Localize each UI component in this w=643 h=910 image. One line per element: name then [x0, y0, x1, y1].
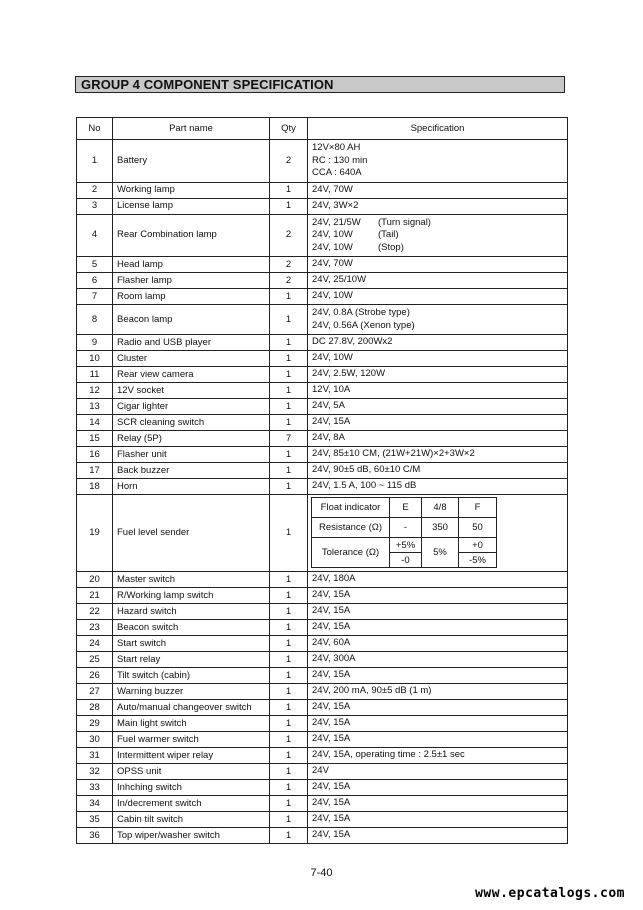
part-name: In/decrement switch [113, 796, 270, 812]
spec-line: 24V, 15A [312, 717, 351, 729]
quantity: 1 [270, 198, 308, 214]
quantity: 1 [270, 796, 308, 812]
part-name: Inhching switch [113, 780, 270, 796]
row-number: 6 [77, 273, 113, 289]
part-name: Main light switch [113, 716, 270, 732]
part-name: Intermittent wiper relay [113, 748, 270, 764]
specification [308, 684, 568, 700]
specification [308, 140, 568, 183]
part-name: Top wiper/washer switch [113, 828, 270, 844]
specification [308, 351, 568, 367]
quantity: 1 [270, 572, 308, 588]
spec-line: DC 27.8V, 200Wx2 [312, 336, 393, 348]
part-name: Hazard switch [113, 604, 270, 620]
specification [308, 668, 568, 684]
table-row [77, 748, 568, 764]
spec-line: 24V, 5A [312, 400, 345, 412]
specification [308, 479, 568, 495]
spec-line: 12V×80 AH [312, 142, 361, 153]
quantity: 1 [270, 588, 308, 604]
table-row [77, 588, 568, 604]
spec-line: 24V, 15A [312, 605, 351, 617]
float-header-mid: 4/8 [422, 498, 459, 518]
spec-line: 24V, 10W [312, 352, 353, 364]
part-name: Fuel warmer switch [113, 732, 270, 748]
specification [308, 764, 568, 780]
row-number: 26 [77, 668, 113, 684]
specification [308, 447, 568, 463]
spec-value: 24V, 10W [312, 241, 353, 253]
quantity: 1 [270, 447, 308, 463]
part-name: Battery [113, 140, 270, 183]
specification [308, 431, 568, 447]
row-number: 1 [77, 140, 113, 183]
row-number: 30 [77, 732, 113, 748]
row-number: 10 [77, 351, 113, 367]
quantity: 1 [270, 479, 308, 495]
spec-line [312, 242, 563, 255]
row-number: 11 [77, 367, 113, 383]
quantity: 1 [270, 305, 308, 335]
spec-line: 24V, 15A [312, 416, 351, 428]
resistance-f: 50 [459, 518, 497, 538]
row-number: 20 [77, 572, 113, 588]
tolerance-f-plus: +0 [459, 538, 497, 553]
part-name: Cluster [113, 351, 270, 367]
spec-line: 24V, 25/10W [312, 274, 367, 286]
table-row [77, 668, 568, 684]
specification [308, 700, 568, 716]
part-name: Start switch [113, 636, 270, 652]
spec-line: 24V, 85±10 CM, (21W+21W)×2+3W×2 [312, 448, 475, 460]
specification [308, 383, 568, 399]
part-name: Rear view camera [113, 367, 270, 383]
specification [308, 620, 568, 636]
row-number: 35 [77, 812, 113, 828]
table-row [77, 716, 568, 732]
table-row [77, 636, 568, 652]
quantity: 1 [270, 415, 308, 431]
table-header-row [77, 118, 568, 140]
resistance-label: Resistance (Ω) [312, 518, 390, 538]
spec-line: 24V, 200 mA, 90±5 dB (1 m) [312, 685, 432, 697]
row-number: 16 [77, 447, 113, 463]
table-row [77, 415, 568, 431]
quantity: 1 [270, 383, 308, 399]
row-number: 22 [77, 604, 113, 620]
part-name: Relay (5P) [113, 431, 270, 447]
part-name: Rear Combination lamp [113, 214, 270, 257]
quantity: 1 [270, 604, 308, 620]
quantity: 1 [270, 182, 308, 198]
specification [308, 273, 568, 289]
quantity: 2 [270, 257, 308, 273]
table-row [77, 214, 568, 257]
part-name: Horn [113, 479, 270, 495]
tolerance-label: Tolerance (Ω) [312, 538, 390, 568]
specification [308, 652, 568, 668]
specification [308, 604, 568, 620]
row-number: 17 [77, 463, 113, 479]
specification [308, 335, 568, 351]
table-row [77, 732, 568, 748]
table-row [77, 305, 568, 335]
row-number: 19 [77, 495, 113, 572]
row-number: 12 [77, 383, 113, 399]
part-name: Cabin tilt switch [113, 812, 270, 828]
quantity: 1 [270, 463, 308, 479]
tolerance-f-minus: -5% [459, 553, 497, 568]
part-name: Beacon switch [113, 620, 270, 636]
specification [308, 289, 568, 305]
specification [308, 198, 568, 214]
spec-line: 24V, 15A, operating time : 2.5±1 sec [312, 749, 465, 761]
spec-line: 24V, 15A [312, 589, 351, 601]
part-name: Master switch [113, 572, 270, 588]
table-row [77, 289, 568, 305]
table-row [77, 620, 568, 636]
component-spec-table [76, 117, 568, 844]
specification [308, 636, 568, 652]
specification [308, 812, 568, 828]
spec-line: 24V [312, 765, 329, 777]
table-row [77, 399, 568, 415]
table-row [77, 351, 568, 367]
row-number: 13 [77, 399, 113, 415]
table-row [77, 764, 568, 780]
page-number: 7-40 [310, 867, 333, 879]
row-number: 33 [77, 780, 113, 796]
specification [308, 796, 568, 812]
spec-line: 24V, 300A [312, 653, 356, 665]
row-number: 32 [77, 764, 113, 780]
resistance-e: - [390, 518, 422, 538]
spec-line [312, 229, 563, 242]
specification [308, 214, 568, 257]
spec-line: 24V, 70W [312, 183, 353, 195]
tolerance-e-minus: -0 [390, 553, 422, 568]
part-name: License lamp [113, 198, 270, 214]
quantity: 7 [270, 431, 308, 447]
spec-line: 24V, 8A [312, 432, 345, 444]
specification [308, 572, 568, 588]
table-row [77, 604, 568, 620]
spec-line: 24V, 70W [312, 258, 353, 270]
quantity: 1 [270, 495, 308, 572]
quantity: 1 [270, 732, 308, 748]
table-row [77, 463, 568, 479]
part-name: Head lamp [113, 257, 270, 273]
quantity: 1 [270, 351, 308, 367]
column-header-part-name: Part name [113, 118, 270, 140]
part-name: Warning buzzer [113, 684, 270, 700]
quantity: 1 [270, 636, 308, 652]
spec-line: 24V, 15A [312, 621, 351, 633]
part-name: Flasher unit [113, 447, 270, 463]
specification [308, 257, 568, 273]
column-header-qty: Qty [270, 118, 308, 140]
specification [308, 780, 568, 796]
table-row [77, 273, 568, 289]
spec-line: 24V, 90±5 dB, 60±10 C/M [312, 464, 421, 476]
quantity: 2 [270, 273, 308, 289]
specification [308, 305, 568, 335]
quantity: 1 [270, 780, 308, 796]
table-row [77, 431, 568, 447]
specification [308, 399, 568, 415]
row-number: 14 [77, 415, 113, 431]
section-title: GROUP 4 COMPONENT SPECIFICATION [75, 76, 565, 93]
table-row [77, 796, 568, 812]
row-number: 8 [77, 305, 113, 335]
quantity: 2 [270, 140, 308, 183]
spec-line: 24V, 3W×2 [312, 199, 359, 211]
row-number: 36 [77, 828, 113, 844]
part-name: Auto/manual changeover switch [113, 700, 270, 716]
row-number: 21 [77, 588, 113, 604]
row-number: 34 [77, 796, 113, 812]
spec-line: 24V, 0.56A (Xenon type) [312, 319, 415, 331]
part-name: Radio and USB player [113, 335, 270, 351]
spec-line: 12V, 10A [312, 384, 351, 396]
row-number: 18 [77, 479, 113, 495]
float-indicator-table [311, 497, 497, 568]
part-name: R/Working lamp switch [113, 588, 270, 604]
part-name: Beacon lamp [113, 305, 270, 335]
table-row [77, 335, 568, 351]
specification [308, 716, 568, 732]
quantity: 1 [270, 828, 308, 844]
table-row [77, 182, 568, 198]
resistance-mid: 350 [422, 518, 459, 538]
quantity: 1 [270, 367, 308, 383]
spec-line [312, 217, 563, 230]
table-row [77, 828, 568, 844]
part-name: Room lamp [113, 289, 270, 305]
specification [308, 732, 568, 748]
quantity: 2 [270, 214, 308, 257]
spec-line: CCA : 640A [312, 167, 362, 178]
spec-note: (Tail) [378, 229, 399, 240]
spec-line: 24V, 15A [312, 733, 351, 745]
float-header-f: F [459, 498, 497, 518]
row-number: 31 [77, 748, 113, 764]
table-row [77, 447, 568, 463]
row-number: 23 [77, 620, 113, 636]
specification [308, 588, 568, 604]
quantity: 1 [270, 335, 308, 351]
spec-line: 24V, 2.5W, 120W [312, 368, 386, 380]
quantity: 1 [270, 684, 308, 700]
table-row [77, 257, 568, 273]
table-row [77, 479, 568, 495]
table-row [77, 684, 568, 700]
quantity: 1 [270, 399, 308, 415]
specification [308, 367, 568, 383]
part-name: Cigar lighter [113, 399, 270, 415]
specification [308, 415, 568, 431]
spec-line: 24V, 0.8A (Strobe type) [312, 307, 410, 318]
row-number: 24 [77, 636, 113, 652]
row-number: 15 [77, 431, 113, 447]
spec-note: (Stop) [378, 241, 404, 253]
row-number: 28 [77, 700, 113, 716]
part-name: Flasher lamp [113, 273, 270, 289]
float-header-label: Float indicator [312, 498, 390, 518]
spec-line: 24V, 10W [312, 290, 353, 302]
row-number: 25 [77, 652, 113, 668]
row-number: 4 [77, 214, 113, 257]
table-row [77, 495, 568, 572]
spec-line: 24V, 15A [312, 797, 351, 809]
table-row [77, 367, 568, 383]
table-row [77, 572, 568, 588]
spec-line: 24V, 15A [312, 829, 351, 841]
specification [308, 495, 568, 572]
row-number: 27 [77, 684, 113, 700]
part-name: Fuel level sender [113, 495, 270, 572]
quantity: 1 [270, 748, 308, 764]
spec-line: 24V, 1.5 A, 100 ~ 115 dB [312, 480, 417, 492]
row-number: 7 [77, 289, 113, 305]
quantity: 1 [270, 652, 308, 668]
specification [308, 828, 568, 844]
table-row [77, 812, 568, 828]
spec-line: 24V, 15A [312, 701, 351, 713]
tolerance-mid: 5% [422, 538, 459, 568]
table-row [77, 198, 568, 214]
spec-line: 24V, 15A [312, 781, 351, 793]
table-row [77, 780, 568, 796]
part-name: Working lamp [113, 182, 270, 198]
spec-line: 24V, 15A [312, 669, 351, 681]
quantity: 1 [270, 668, 308, 684]
part-name: Start relay [113, 652, 270, 668]
specification [308, 182, 568, 198]
quantity: 1 [270, 620, 308, 636]
part-name: SCR cleaning switch [113, 415, 270, 431]
part-name: 12V socket [113, 383, 270, 399]
spec-value: 24V, 21/5W [312, 216, 361, 228]
part-name: OPSS unit [113, 764, 270, 780]
specification [308, 463, 568, 479]
table-row [77, 383, 568, 399]
row-number: 9 [77, 335, 113, 351]
row-number: 29 [77, 716, 113, 732]
quantity: 1 [270, 700, 308, 716]
spec-line: RC : 130 min [312, 154, 368, 166]
spec-line: 24V, 15A [312, 813, 351, 825]
quantity: 1 [270, 289, 308, 305]
quantity: 1 [270, 764, 308, 780]
float-header-e: E [390, 498, 422, 518]
part-name: Back buzzer [113, 463, 270, 479]
row-number: 5 [77, 257, 113, 273]
quantity: 1 [270, 716, 308, 732]
part-name: Tilt switch (cabin) [113, 668, 270, 684]
specification [308, 748, 568, 764]
row-number: 2 [77, 182, 113, 198]
spec-line: 24V, 180A [312, 573, 356, 585]
tolerance-e-plus: +5% [390, 538, 422, 553]
column-header-no: No [77, 118, 113, 140]
spec-note: (Turn signal) [378, 216, 431, 228]
table-row [77, 700, 568, 716]
table-row [77, 652, 568, 668]
spec-value: 24V, 10W [312, 229, 353, 240]
column-header-specification: Specification [308, 118, 568, 140]
watermark: www.epcatalogs.com [475, 886, 625, 901]
row-number: 3 [77, 198, 113, 214]
quantity: 1 [270, 812, 308, 828]
table-row [77, 140, 568, 183]
spec-line: 24V, 60A [312, 637, 351, 649]
